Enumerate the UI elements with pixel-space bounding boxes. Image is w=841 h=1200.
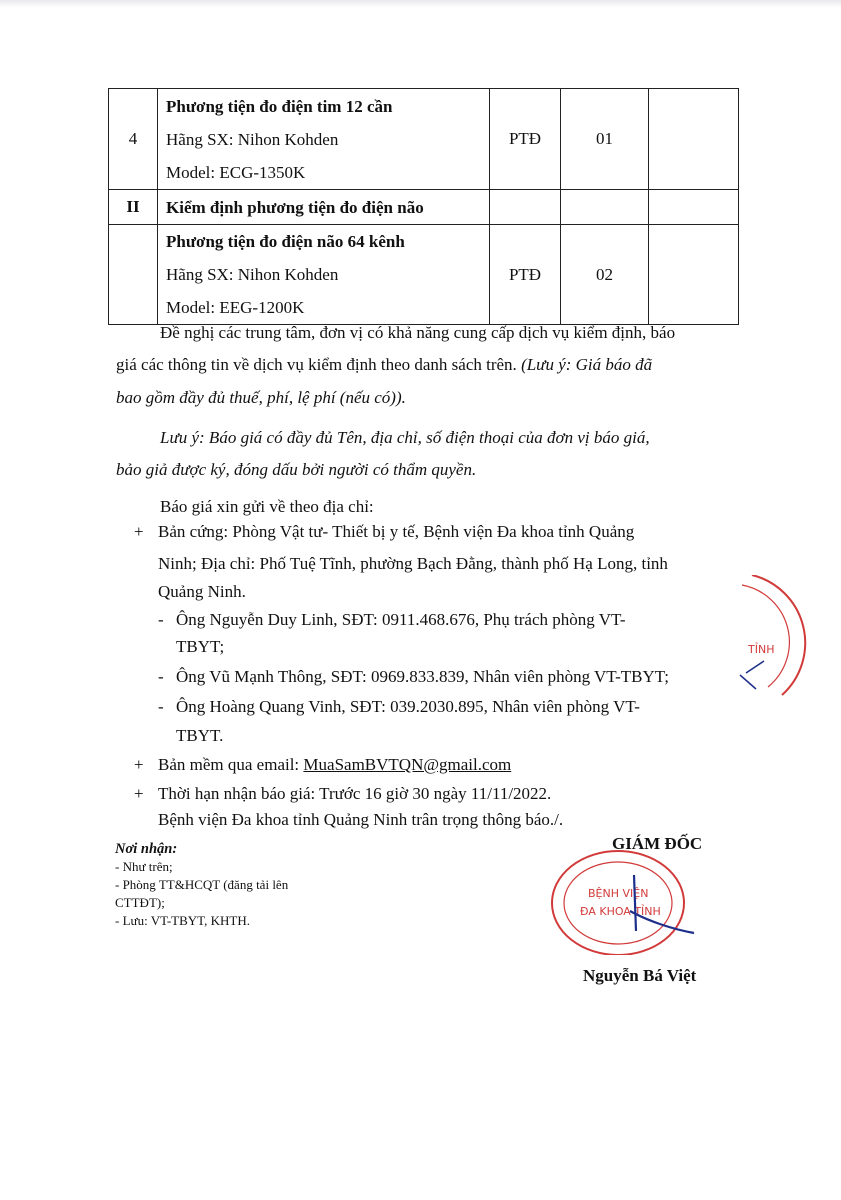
item-unit: PTĐ (490, 89, 561, 190)
empty-cell (561, 190, 649, 225)
contact-2: Ông Vũ Mạnh Thông, SĐT: 0969.833.839, Nhân viên phòng VT-TBYT; (176, 667, 669, 686)
contact-1-line2: TBYT; (176, 637, 225, 656)
paragraph-request-line3: bao gồm đầy đủ thuế, phí, lệ phí (nếu có)). (116, 388, 406, 407)
contact-3-line2: TBYT. (176, 726, 224, 745)
bullet-dash: - (158, 697, 164, 716)
side-stamp-text: TỈNH (748, 643, 775, 656)
bullet-dash: - (158, 667, 164, 686)
bullet-dash: - (158, 610, 164, 629)
closing-line: Bệnh viện Đa khoa tỉnh Quảng Ninh trân trọng thông báo./. (158, 810, 564, 829)
email-link[interactable]: MuaSamBVTQN@gmail.com (303, 755, 512, 774)
item-note (649, 89, 739, 190)
bullet-plus: + (134, 522, 144, 541)
row-number (109, 225, 158, 325)
soft-copy-label: Bản mềm qua email: (158, 755, 304, 774)
contact-1-line1: Ông Nguyễn Duy Linh, SĐT: 0911.468.676, Phụ trách phòng VT- (176, 610, 626, 629)
hard-copy-line3: Quảng Ninh. (158, 582, 246, 601)
price-note: (Lưu ý: Giá báo đã (521, 355, 653, 374)
paragraph-note-line1: Lưu ý: Báo giá có đầy đủ Tên, địa chỉ, số điện thoại của đơn vị báo giá, (160, 428, 650, 447)
hard-copy-line2: Ninh; Địa chỉ: Phố Tuệ Tĩnh, phường Bạch Đằng, thành phố Hạ Long, tỉnh (158, 554, 668, 573)
recipients-title: Nơi nhận: (115, 841, 178, 857)
recipients-block (115, 840, 375, 930)
stamp-text-line2: ĐA KHOA TỈNH (580, 905, 661, 918)
stamp-outer-ring (552, 851, 684, 955)
bullet-plus: + (134, 784, 144, 803)
soft-copy-line (158, 755, 511, 775)
stamp-text-line1: BỆNH VIỆN (588, 887, 649, 900)
table-row (109, 89, 739, 190)
empty-cell (649, 190, 739, 225)
equipment-table (108, 88, 739, 325)
item-description (158, 225, 490, 325)
signature-title: GIÁM ĐỐC (612, 834, 703, 853)
deadline-line: Thời hạn nhận báo giá: Trước 16 giờ 30 ngày 11/11/2022. (158, 784, 552, 803)
row-number: 4 (109, 89, 158, 190)
official-stamp (548, 845, 708, 955)
address-intro: Báo giá xin gửi về theo địa chỉ: (160, 497, 374, 516)
item-model: Model: ECG-1350K (166, 162, 306, 182)
item-name: Phương tiện đo điện tim 12 cần (166, 96, 393, 116)
item-quantity: 02 (561, 225, 649, 325)
recipient-item: - Như trên; (115, 859, 173, 874)
request-text: giá các thông tin về dịch vụ kiểm định theo danh sách trên. (116, 355, 522, 374)
section-number: II (109, 190, 158, 225)
item-model: Model: EEG-1200K (166, 298, 305, 317)
paragraph-request-line2 (116, 355, 652, 375)
stamp-inner-ring (564, 862, 672, 944)
hard-copy-line1: Bản cứng: Phòng Vật tư- Thiết bị y tế, Bệnh viện Đa khoa tỉnh Quảng (158, 522, 635, 541)
signer-name: Nguyễn Bá Việt (583, 966, 697, 985)
section-title: Kiểm định phương tiện đo điện não (158, 190, 490, 225)
side-signature-stroke (740, 661, 764, 689)
item-note (649, 225, 739, 325)
item-unit: PTĐ (490, 225, 561, 325)
stamp-ring (752, 575, 805, 695)
item-maker: Hãng SX: Nihon Kohden (166, 265, 339, 284)
table-row (109, 225, 739, 325)
table-section-row (109, 190, 739, 225)
recipient-item: - Phòng TT&HCQT (đăng tải lên (115, 877, 289, 892)
item-quantity: 01 (561, 89, 649, 190)
item-description (158, 89, 490, 190)
paragraph-note-line2: bảo giả được ký, đóng dấu bởi người có thẩm quyền. (116, 460, 477, 479)
item-name: Phương tiện đo điện não 64 kênh (166, 232, 405, 251)
page-top-edge (0, 0, 841, 8)
item-maker: Hãng SX: Nihon Kohden (166, 129, 339, 149)
recipient-item: - Lưu: VT-TBYT, KHTH. (115, 913, 250, 928)
bullet-plus: + (134, 755, 144, 774)
paragraph-request-line1: Đề nghị các trung tâm, đơn vị có khả năng cung cấp dịch vụ kiểm định, báo (160, 323, 676, 342)
empty-cell (490, 190, 561, 225)
recipient-item: CTTĐT); (115, 895, 165, 910)
contact-3-line1: Ông Hoàng Quang Vinh, SĐT: 039.2030.895, Nhân viên phòng VT- (176, 697, 640, 716)
side-stamp-fragment (712, 575, 841, 725)
